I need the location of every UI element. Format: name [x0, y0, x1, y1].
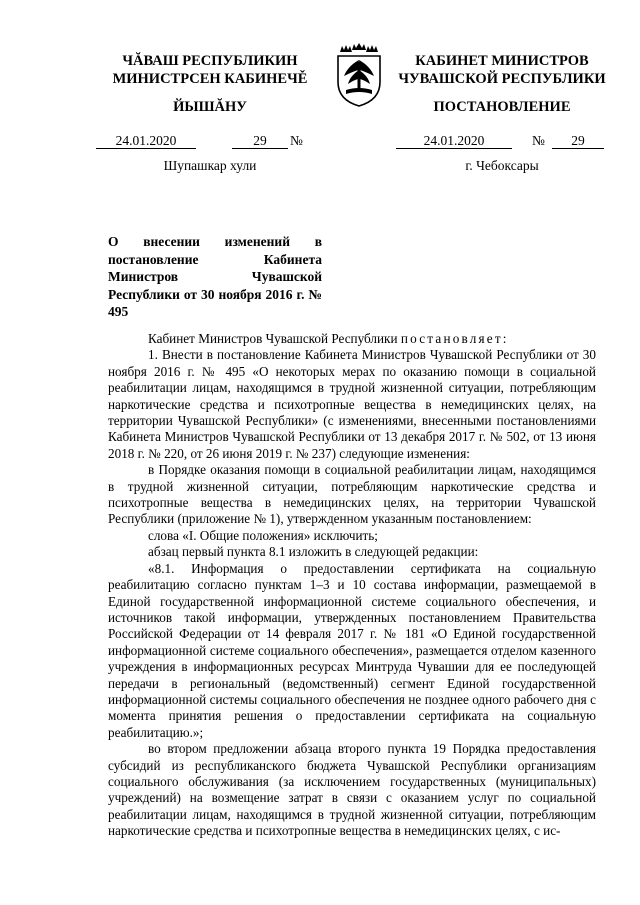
document-body	[108, 331, 596, 840]
header-right-line2: ЧУВАШСКОЙ РЕСПУБЛИКИ	[398, 71, 606, 87]
place-right: г. Чебоксары	[465, 158, 539, 173]
header-left-line2: МИНИСТРСЕН КАБИНЕЧĚ	[112, 71, 308, 87]
body-paragraph-5: «8.1. Информация о предоставлении сертификата на социальную реабилитацию согласно пунктам 1–3 и 10 состава информации, размещаемой в Единой государственной информационной системе социального обеспечения, и источников такой информации, утвержденных постановлением Правительства Российской Федерации от 14 февраля 2017 г. № 181 «О Единой государственной информационной системе социального обеспечения», размещается отделом казенного учреждения в информационных ресурсах Минтруда Чувашии для ее последующей передачи в региональный (ведомственный) сегмент Единой государственной информационной системы социального обеспечения не позднее одного рабочего дня с момента принятия решения о предоставлении сертификата на социальную реабилитацию.»;	[108, 560, 596, 740]
reg-date-left: 24.01.2020	[96, 133, 196, 149]
document-subject: О внесении изменений в постановление Кабинета Министров Чувашской Республики от 30 ноября 2016 г. № 495	[108, 234, 322, 319]
intro-decree-word: постановляет:	[400, 331, 509, 346]
number-sign-left: №	[290, 133, 303, 148]
number-sign-right: №	[532, 133, 545, 148]
header-right	[392, 52, 612, 88]
reg-date-right: 24.01.2020	[396, 133, 512, 149]
header-right-line1: КАБИНЕТ МИНИСТРОВ	[415, 53, 589, 69]
intro-lead: Кабинет Министров Чувашской Республики	[148, 331, 401, 346]
doc-type-left: ЙЫШĂНУ	[173, 99, 247, 115]
intro-paragraph	[108, 331, 596, 347]
doc-type-right: ПОСТАНОВЛЕНИЕ	[433, 99, 571, 115]
body-paragraph-4: абзац первый пункта 8.1 изложить в следующей редакции:	[148, 544, 479, 560]
header-left	[100, 52, 320, 88]
reg-number-left: 29	[232, 133, 288, 149]
body-paragraph-2: в Порядке оказания помощи в социальной реабилитации лицам, находящимся в трудной жизненной ситуации, потребляющим наркотические средства и психотропные вещества в немедицинских целях, на территории Чувашской Республики (приложение № 1), утвержденном указанным постановлением:	[108, 462, 596, 527]
body-paragraph-1: 1. Внести в постановление Кабинета Министров Чувашской Республики от 30 ноября 2016 г. № 495 «О некоторых мерах по оказанию помощи в социальной реабилитации лицам, находящимся в трудной жизненной ситуации, потребляющим наркотические средства и психотропные вещества в немедицинских целях, на территории Чувашской Республики» (с изменениями, внесенными постановлениями Кабинета Министров Чувашской Республики от 13 декабря 2017 г. № 502, от 13 июня 2018 г. № 220, от 26 июня 2019 г. № 237) следующие изменения:	[108, 347, 596, 461]
body-paragraph-6: во втором предложении абзаца второго пункта 19 Порядка предоставления субсидий из республиканского бюджета Чувашской Республики организациям социального обслуживания (за исключением государственных (муниципальных) учреждений) на возмещение затрат в связи с оказанием услуг по социальной реабилитации лицам, находящимся в трудной жизненной ситуации, потребляющим наркотические средства и психотропные вещества в немедицинских целях, с ис-	[108, 741, 596, 839]
coat-of-arms-emblem	[334, 42, 384, 108]
place-left: Шупашкар хули	[163, 158, 257, 173]
header-left-line1: ЧĂВАШ РЕСПУБЛИКИН	[122, 53, 298, 69]
body-paragraph-3: слова «I. Общие положения» исключить;	[148, 527, 378, 543]
reg-number-right: 29	[552, 133, 604, 149]
